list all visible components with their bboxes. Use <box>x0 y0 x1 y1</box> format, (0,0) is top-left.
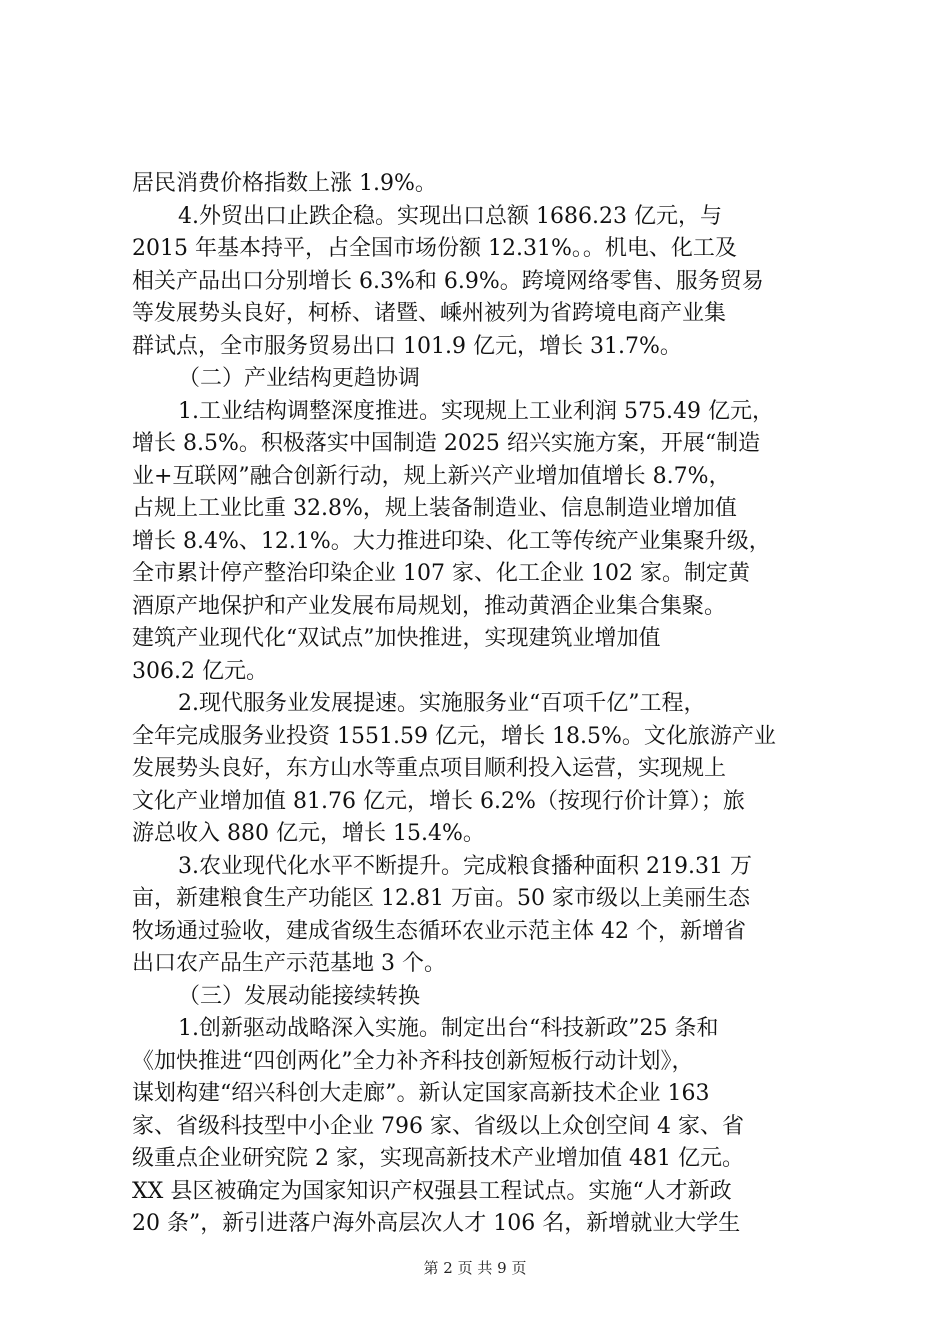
text-line: 等发展势头良好，柯桥、诸暨、嵊州被列为省跨境电商产业集 <box>132 301 727 326</box>
text-line: 4.外贸出口止跌企稳。实现出口总额 1686.23 亿元，与 <box>178 203 722 229</box>
text-line: 发展势头良好，东方山水等重点项目顺利投入运营，实现规上 <box>132 756 727 781</box>
text-line: 业+互联网”融合创新行动，规上新兴产业增加值增长 8.7%， <box>132 463 731 489</box>
text-line: 群试点，全市服务贸易出口 101.9 亿元，增长 31.7%。 <box>132 333 682 359</box>
text-line: 增长 8.5%。积极落实中国制造 2025 绍兴实施方案，开展“制造 <box>132 431 761 456</box>
text-line: （三）发展动能接续转换 <box>178 983 421 1009</box>
text-line: 3.农业现代化水平不断提升。完成粮食播种面积 219.31 万 <box>178 853 752 879</box>
text-line: 增长 8.4%、12.1%。大力推进印染、化工等传统产业集聚升级， <box>132 528 771 554</box>
text-line: 级重点企业研究院 2 家，实现高新技术产业增加值 481 亿元。 <box>132 1146 744 1171</box>
text-line: 游总收入 880 亿元，增长 15.4%。 <box>132 821 485 846</box>
text-line: 2015 年基本持平，占全国市场份额 12.31%。。机电、化工及 <box>132 236 737 261</box>
text-line: 酒原产地保护和产业发展布局规划，推动黄酒企业集合集聚。 <box>132 593 727 619</box>
text-line: 全市累计停产整治印染企业 107 家、化工企业 102 家。制定黄 <box>132 561 750 586</box>
text-line: 1.工业结构调整深度推进。实现规上工业利润 575.49 亿元， <box>178 398 774 424</box>
text-line: 出口农产品生产示范基地 3 个。 <box>132 951 446 976</box>
document-body <box>132 168 832 1241</box>
text-line: 亩，新建粮食生产功能区 12.81 万亩。50 家市级以上美丽生态 <box>132 886 750 911</box>
text-line: 全年完成服务业投资 1551.59 亿元，增长 18.5%。文化旅游产业 <box>132 723 776 749</box>
text-line: （二）产业结构更趋协调 <box>178 366 421 391</box>
text-line: 306.2 亿元。 <box>132 658 268 684</box>
text-line: XX 县区被确定为国家知识产权强县工程试点。实施“人才新政 <box>132 1178 732 1204</box>
text-line: 20 条”，新引进落户海外高层次人才 106 名，新增就业大学生 <box>132 1211 741 1236</box>
text-line: 家、省级科技型中小企业 796 家、省级以上众创空间 4 家、省 <box>132 1113 744 1139</box>
text-line: 《加快推进“四创两化”全力补齐科技创新短板行动计划》， <box>132 1048 694 1074</box>
text-line: 居民消费价格指数上涨 1.9%。 <box>132 171 437 196</box>
text-line: 文化产业增加值 81.76 亿元，增长 6.2%（按现行价计算）；旅 <box>132 788 745 814</box>
text-line: 建筑产业现代化“双试点”加快推进，实现建筑业增加值 <box>132 626 661 651</box>
text-line: 牧场通过验收，建成省级生态循环农业示范主体 42 个，新增省 <box>132 918 746 944</box>
text-line: 占规上工业比重 32.8%，规上装备制造业、信息制造业增加值 <box>132 496 737 521</box>
text-line: 相关产品出口分别增长 6.3%和 6.9%。跨境网络零售、服务贸易 <box>132 268 764 294</box>
text-line: 2.现代服务业发展提速。实施服务业“百项千亿”工程， <box>178 691 706 716</box>
text-line: 1.创新驱动战略深入实施。制定出台“科技新政”25 条和 <box>178 1016 719 1041</box>
text-line: 谋划构建“绍兴科创大走廊”。新认定国家高新技术企业 163 <box>132 1081 710 1106</box>
page-footer: 第 2 页 共 9 页 <box>423 1259 527 1277</box>
